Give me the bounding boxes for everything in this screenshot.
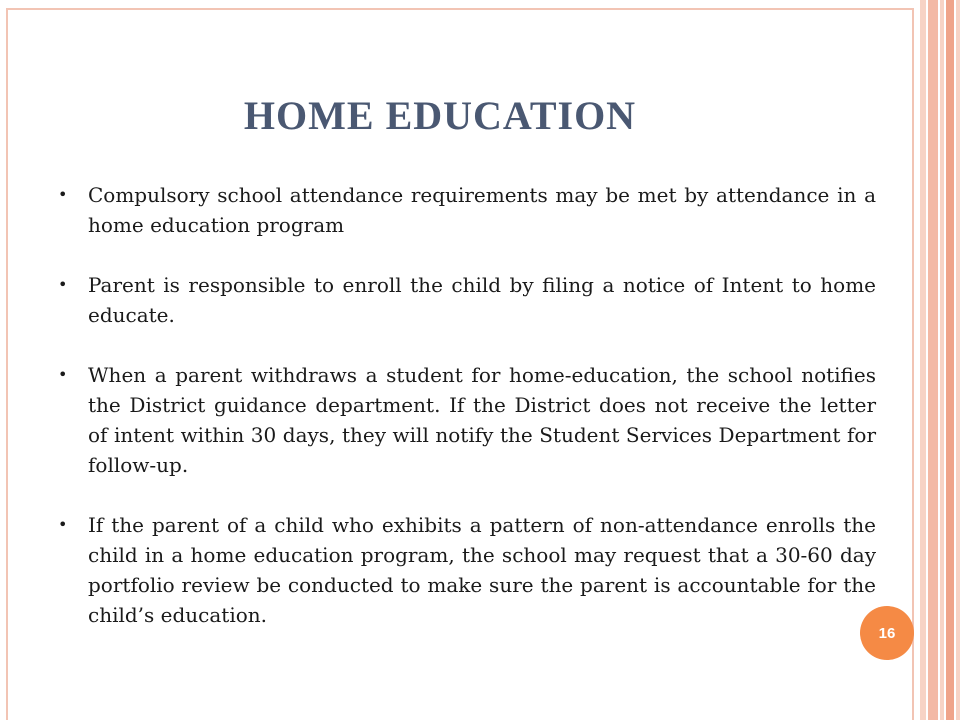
bullet-text: Parent is responsible to enroll the child by filing a notice of Intent to home educate. bbox=[88, 273, 876, 327]
stripe bbox=[928, 0, 938, 720]
list-item bbox=[58, 270, 876, 330]
bullet-icon: • bbox=[58, 185, 68, 204]
stripe bbox=[946, 0, 954, 720]
stripe bbox=[956, 0, 960, 720]
bullet-list bbox=[58, 180, 876, 660]
bullet-text: When a parent withdraws a student for home-education, the school notifies the District guidance department. If the District does not receive the letter of intent within 30 days, they will notify the Student Services Department for follow-up. bbox=[88, 363, 876, 477]
stripe bbox=[940, 0, 944, 720]
list-item bbox=[58, 360, 876, 480]
decorative-stripes bbox=[920, 0, 960, 720]
stripe bbox=[920, 0, 926, 720]
list-item bbox=[58, 180, 876, 240]
page-number: 16 bbox=[878, 624, 896, 642]
page-number-badge bbox=[860, 606, 914, 660]
list-item bbox=[58, 510, 876, 630]
bullet-icon: • bbox=[58, 515, 68, 534]
bullet-icon: • bbox=[58, 365, 68, 384]
bullet-text: If the parent of a child who exhibits a pattern of non-attendance enrolls the child in a home education program, the school may request that a 30-60 day portfolio review be conducted to make sure the parent is accountable for the child’s education. bbox=[88, 513, 876, 627]
slide-title: HOME EDUCATION bbox=[243, 93, 637, 138]
bullet-text: Compulsory school attendance requirements may be met by attendance in a home education program bbox=[88, 183, 876, 237]
bullet-icon: • bbox=[58, 275, 68, 294]
